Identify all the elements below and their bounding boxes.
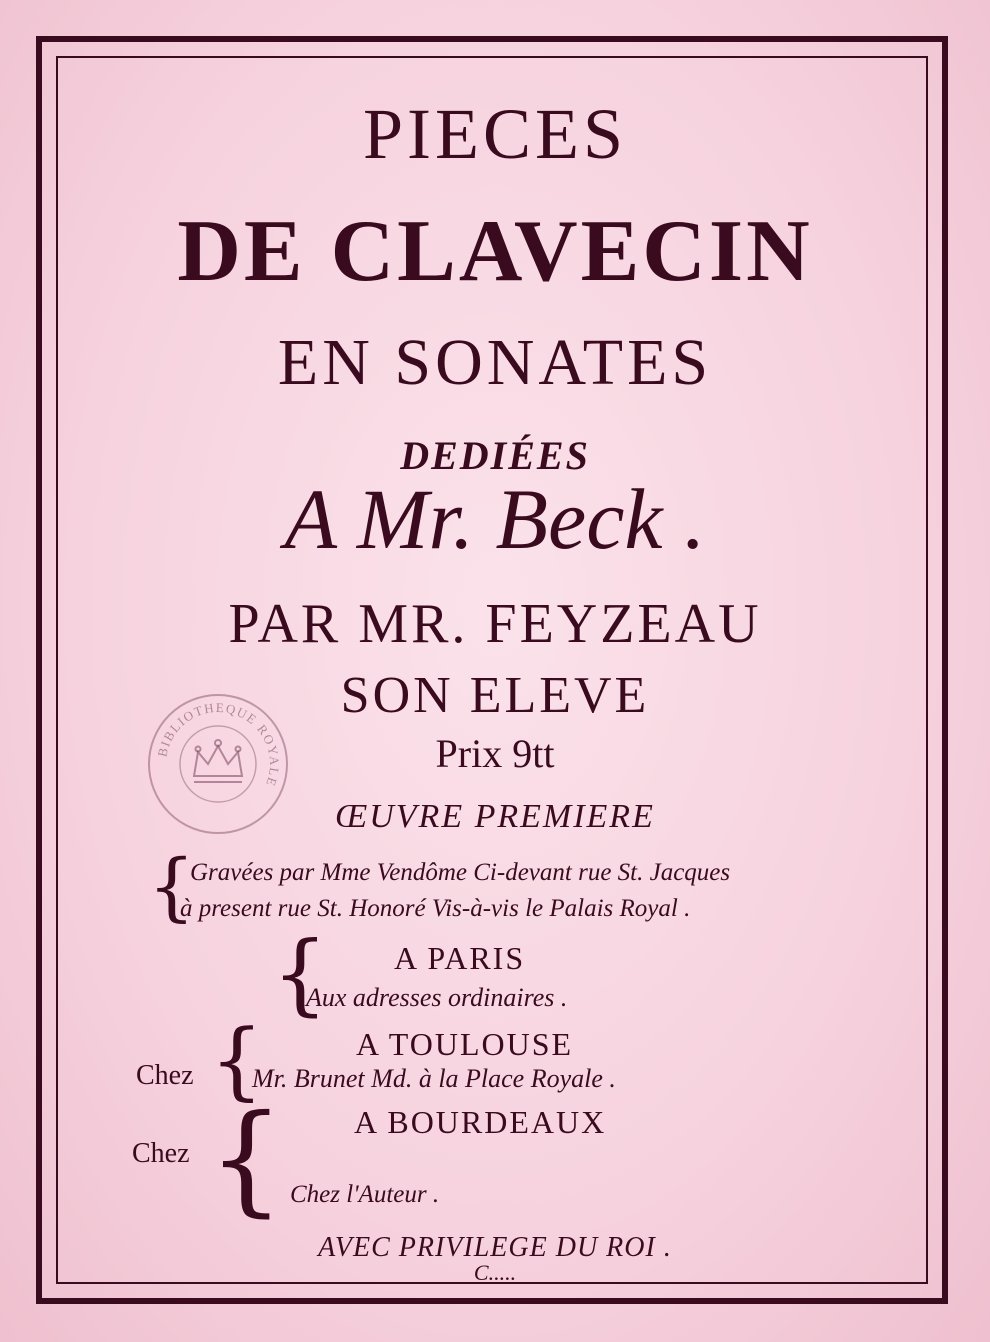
paris-address: Aux adresses ordinaires . — [306, 983, 568, 1012]
author-line: PAR MR. FEYZEAU — [228, 593, 762, 655]
price: Prix 9tt — [435, 731, 555, 776]
bourdeaux-city: A BOURDEAUX — [354, 1104, 607, 1140]
engraver-line-1: Gravées par Mme Vendôme Ci-devant rue St. Jacques — [190, 859, 731, 886]
engraver-line-2: à present rue St. Honoré Vis-à-vis le Palais Royal . — [180, 895, 691, 922]
title-line-3: EN SONATES — [277, 326, 713, 399]
bourdeaux-brace: { — [208, 1090, 285, 1229]
author-subtitle: SON ELEVE — [340, 667, 650, 724]
crown-icon — [194, 740, 242, 782]
library-stamp — [148, 694, 288, 834]
bourdeaux-prefix: Chez — [132, 1138, 190, 1169]
bourdeaux-address: Chez l'Auteur . — [290, 1181, 440, 1208]
toulouse-prefix: Chez — [136, 1060, 194, 1091]
shelfmark: C..... — [473, 1260, 517, 1285]
privilege-line: AVEC PRIVILEGE DU ROI . — [318, 1232, 672, 1263]
engraver-brace: { — [148, 844, 196, 930]
paris-city: A PARIS — [394, 940, 526, 976]
toulouse-brace: { — [210, 1011, 264, 1109]
title-line-1: PIECES — [362, 94, 628, 174]
paris-brace: { — [272, 922, 328, 1025]
toulouse-city: A TOULOUSE — [356, 1026, 574, 1062]
title-line-2: DE CLAVECIN — [177, 203, 813, 300]
toulouse-address: Mr. Brunet Md. à la Place Royale . — [252, 1064, 616, 1093]
dedicatee: A Mr. Beck . — [284, 471, 706, 567]
dedication-label: DEDIÉES — [400, 433, 590, 478]
stamp-text-path: BIBLIOTHEQUE ROYALE — [154, 699, 283, 790]
opus-label: ŒUVRE PREMIERE — [335, 798, 655, 835]
stamp-svg — [150, 696, 286, 832]
